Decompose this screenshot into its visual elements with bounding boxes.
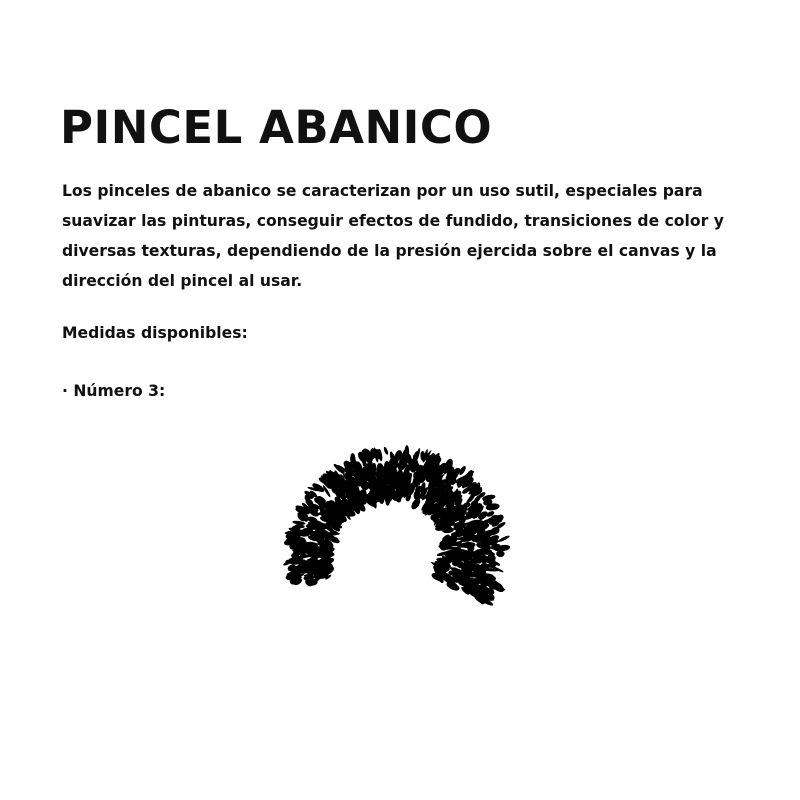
bristle-mark [383, 446, 389, 455]
description-paragraph: Los pinceles de abanico se caracterizan por un uso sutil, especiales para suavizar las pinturas, conseguir efectos de fundido, transiciones de color y diversas texturas, dependiendo de la presión ejercida sobre el canvas y la dirección del pincel al usar. [62, 182, 724, 290]
fan-brush-stroke-image [250, 420, 510, 670]
size-item-number-3: · Número 3: [62, 382, 166, 400]
brush-bristle-marks [283, 445, 510, 607]
bristle-mark [295, 548, 301, 551]
sizes-heading: Medidas disponibles: [62, 324, 248, 342]
page-title: PINCEL ABANICO [60, 101, 493, 154]
bristle-mark [496, 550, 505, 557]
bristle-mark [497, 535, 510, 543]
